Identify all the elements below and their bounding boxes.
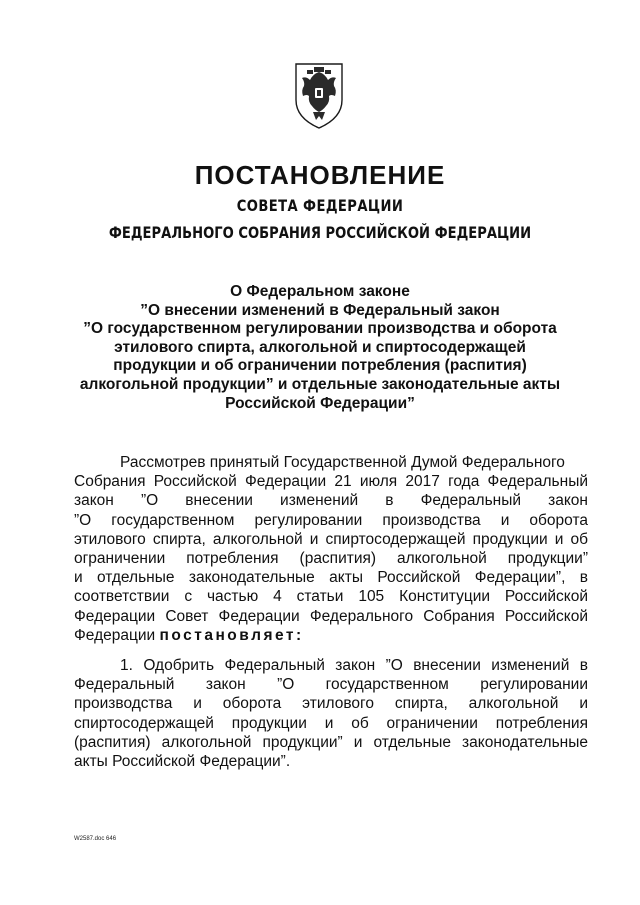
coat-of-arms-emblem xyxy=(280,56,358,130)
paragraph-line: Рассмотрев принятый Государственной Думой Федерального xyxy=(120,454,565,471)
paragraph-line: ”О государственном регулировании производства и оборота xyxy=(74,511,588,529)
paragraph-line: спиртосодержащей продукции и об ограничении потребления xyxy=(74,714,588,732)
paragraph-line: Собрания Российской Федерации 21 июля 2017 года Федеральный xyxy=(74,473,588,491)
heading-line: ”О государственном регулировании производства и оборота xyxy=(83,320,557,338)
paragraph-line: ограничении потребления (распития) алкогольной продукции” xyxy=(74,549,588,567)
document-heading xyxy=(60,283,580,413)
heading-line: ”О внесении изменений в Федеральный закон xyxy=(140,301,500,319)
paragraph-line: Федеральный закон ”О государственном регулировании xyxy=(74,676,588,694)
double-headed-eagle-icon xyxy=(280,56,358,130)
paragraph-line: производства и оборота этилового спирта, алкогольной и xyxy=(74,695,588,713)
issuer-line-2: ФЕДЕРАЛЬНОГО СОБРАНИЯ РОССИЙСКОЙ ФЕДЕРАЦИИ xyxy=(108,223,532,242)
paragraph-line: Федерации Совет Федерации Федерального Собрания Российской xyxy=(74,607,588,625)
paragraph-line: акты Российской Федерации”. xyxy=(74,752,291,770)
paragraph-line-prefix: Федерации xyxy=(74,626,160,644)
paragraph-line: (распития) алкогольной продукции” и отдельные законодательные xyxy=(74,733,588,751)
resolves-keyword: постановляет: xyxy=(159,626,304,644)
heading-line: алкогольной продукции” и отдельные законодательные акты xyxy=(79,375,561,393)
paragraph-line: 1. Одобрить Федеральный закон ”О внесении изменений в xyxy=(120,657,588,674)
heading-line: О Федеральном законе xyxy=(230,283,410,300)
resolution-item-1 xyxy=(74,656,588,771)
document-file-code: W2587.doc 646 xyxy=(74,836,117,842)
document-title: ПОСТАНОВЛЕНИЕ xyxy=(194,160,446,190)
paragraph-line: соответствии с частью 4 статьи 105 Конституции Российской xyxy=(74,588,588,606)
heading-line: продукции и об ограничении потребления (распития) xyxy=(113,357,527,375)
heading-line: этилового спирта, алкогольной и спиртосодержащей xyxy=(114,338,526,356)
paragraph-line: и отдельные законодательные акты Российской Федерации”, в xyxy=(74,569,588,587)
paragraph-line: закон ”О внесении изменений в Федеральный закон xyxy=(74,492,588,510)
paragraph-line: этилового спирта, алкогольной и спиртосодержащей продукции и об xyxy=(74,530,588,548)
paragraph-last-line xyxy=(74,626,588,645)
preamble-paragraph xyxy=(74,453,588,645)
heading-line: Российской Федерации” xyxy=(225,394,415,412)
issuer-line-1: СОВЕТА ФЕДЕРАЦИИ xyxy=(236,196,404,215)
